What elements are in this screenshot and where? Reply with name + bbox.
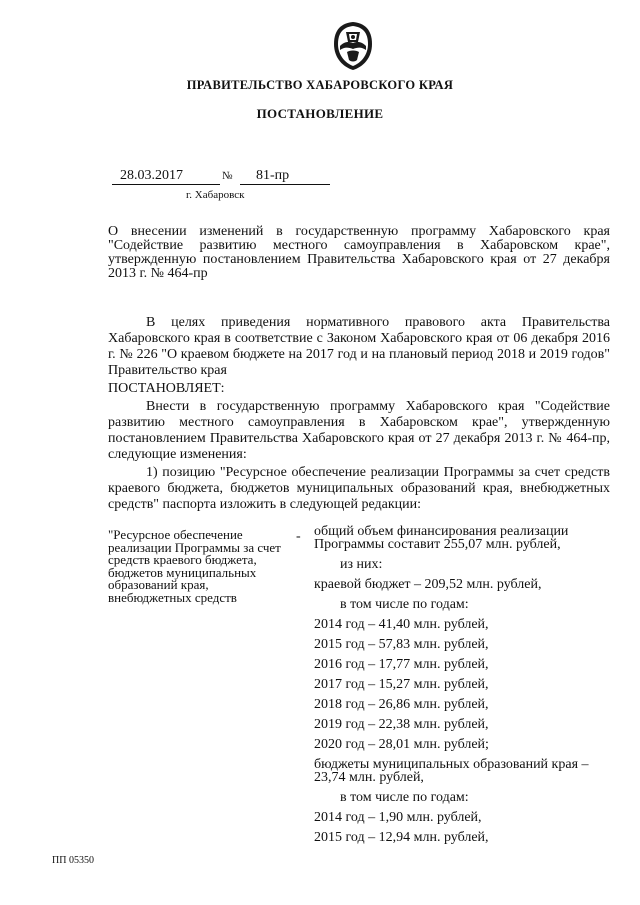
funding-line: бюджеты муниципальных образований края – 23,74 млн. рублей,	[314, 757, 589, 785]
funding-line: 2014 год – 41,40 млн. рублей,	[314, 617, 489, 632]
funding-line: 2017 год – 15,27 млн. рублей,	[314, 677, 489, 692]
funding-line: 2014 год – 1,90 млн. рублей,	[314, 810, 482, 825]
funding-line: краевой бюджет – 209,52 млн. рублей,	[314, 577, 542, 592]
table-dash: -	[296, 529, 301, 544]
funding-line: 2018 год – 26,86 млн. рублей,	[314, 697, 489, 712]
funding-line: в том числе по годам:	[340, 790, 469, 805]
funding-line: 2016 год – 17,77 млн. рублей,	[314, 657, 489, 672]
coat-of-arms-icon	[332, 20, 374, 72]
doc-type: ПОСТАНОВЛЕНИЕ	[256, 106, 384, 121]
item-1-paragraph: 1) позицию "Ресурсное обеспечение реализации Программы за счет средств краевого бюджета, бюджетов муниципальных образований края, внебюджетных средств" паспорта изложить в следующей редакции:	[108, 465, 610, 512]
funding-line: в том числе по годам:	[340, 597, 469, 612]
table-left-cell: "Ресурсное обеспечение реализации Программы за счет средств краевого бюджета, бюджетов муниципальных образований края, внебюджетных средств	[108, 527, 281, 605]
org-name: ПРАВИТЕЛЬСТВО ХАБАРОВСКОГО КРАЯ	[186, 78, 454, 92]
funding-list	[314, 525, 614, 851]
amendment-paragraph: Внести в государственную программу Хабаровского края "Содействие развитию местного самоуправления в Хабаровском крае", утвержденную постановлением Правительства Хабаровского края от 27 декабря 2013 г. № 464-пр, следующие изменения:	[108, 399, 610, 462]
doc-subject: О внесении изменений в государственную программу Хабаровского края "Содействие развитию местного самоуправления в Хабаровском крае", утвержденную постановлением Правительства Хабаровского края от 27 декабря 2013 г. № 464-пр	[108, 224, 610, 281]
doc-number: 81-пр	[240, 168, 330, 185]
funding-line: 2015 год – 12,94 млн. рублей,	[314, 830, 489, 845]
number-sign: №	[222, 170, 233, 182]
footer-code: ПП 05350	[52, 855, 94, 866]
funding-line: 2015 год – 57,83 млн. рублей,	[314, 637, 489, 652]
doc-date: 28.03.2017	[112, 168, 220, 185]
funding-line: 2019 год – 22,38 млн. рублей,	[314, 717, 489, 732]
funding-line: общий объем финансирования реализации Программы составит 255,07 млн. рублей,	[314, 524, 569, 552]
funding-line: 2020 год – 28,01 млн. рублей;	[314, 737, 489, 752]
doc-city: г. Хабаровск	[186, 189, 245, 201]
funding-line: из них:	[340, 557, 383, 572]
preamble-paragraph: В целях приведения нормативного правового акта Правительства Хабаровского края в соответствие с Законом Хабаровского края от 06 декабря 2016 г. № 226 "О краевом бюджете на 2017 год и на плановый период 2018 и 2019 годов" Правительство края	[108, 315, 610, 378]
resolves-heading: ПОСТАНОВЛЯЕТ:	[108, 381, 225, 396]
